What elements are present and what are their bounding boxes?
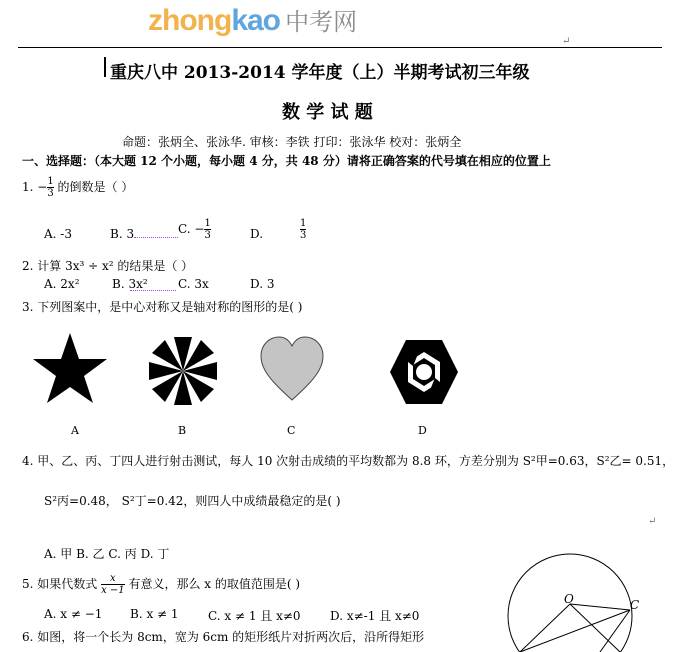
q1-minus: −	[37, 180, 48, 194]
q1-c-num: 1	[204, 218, 211, 229]
q2-option-a: A. 2x²	[44, 277, 80, 291]
q1-option-c	[178, 218, 211, 241]
exam-subtitle: 数 学 试 题	[282, 102, 373, 123]
section-heading: 一、选择题：（本大题 12 个小题，每小题 4 分，共 48 分）请将正确答案的代号填在相应的位置上	[22, 154, 551, 168]
q4-options: A. 甲 B. 乙 C. 丙 D. 丁	[44, 547, 170, 561]
hexagon-figure	[388, 338, 460, 406]
q1-b-underline	[134, 237, 178, 238]
q1-number: 1.	[22, 180, 34, 194]
q2-b-underline	[130, 290, 176, 291]
return-mark-q4: ↵	[648, 516, 657, 527]
figure-label-b: B	[178, 424, 187, 437]
q5-option-b: B. x ≠ 1	[130, 607, 179, 621]
watermark-logo	[148, 2, 357, 38]
star-figure	[30, 330, 110, 408]
credits-line: 命题：张炳全、张泳华. 审核：李铁 打印：张泳华 校对：张炳全	[122, 135, 462, 149]
q1-b-value: 3	[126, 227, 135, 241]
q5-stem-post: 有意义，那么 x 的取值范围是( )	[128, 577, 301, 591]
q1-option-a: A. -3	[44, 227, 72, 241]
question-5	[22, 573, 300, 596]
figure-label-d: D	[418, 424, 427, 437]
q2-option-b: B. 3x²	[112, 277, 148, 291]
question-6: 6. 如图，将一个长为 8cm，宽为 6cm 的矩形纸片对折两次后，沿所得矩形	[22, 630, 425, 644]
q1-b-label: B.	[110, 227, 123, 241]
pinwheel-figure	[146, 334, 220, 408]
q1-option-d-label: D.	[250, 227, 264, 241]
watermark-zhong: zhong	[148, 4, 232, 37]
q2-option-c: C. 3x	[178, 277, 209, 291]
text-cursor	[104, 57, 106, 77]
figure-label-c: C	[287, 424, 296, 437]
q1-d-den: 3	[300, 230, 307, 241]
point-label-c: C	[630, 598, 640, 612]
q1-frac-den: 3	[47, 188, 54, 199]
question-4: 4. 甲、乙、丙、丁四人进行射击测试，每人 10 次射击成绩的平均数都为 8.8 环，方差分别为 S²甲=0.63，S²乙= 0.51，	[22, 454, 675, 468]
q1-c-minus: −	[194, 222, 205, 236]
q1-fraction	[47, 176, 53, 199]
q5-option-d: D. x≠-1 且 x≠0	[330, 609, 420, 623]
question-1	[22, 176, 133, 199]
q1-option-b	[110, 227, 178, 241]
figure-label-a: A	[71, 424, 79, 437]
q5-frac-num: x	[110, 573, 116, 584]
q2-option-d: D. 3	[250, 277, 275, 291]
q1-frac-num: 1	[47, 176, 54, 187]
q1-d-num: 1	[300, 218, 307, 229]
point-label-o: O	[564, 592, 574, 606]
heart-figure	[258, 334, 326, 404]
q1-c-den: 3	[204, 230, 211, 241]
q4-line-2: S²丙=0.48， S²丁=0.42，则四人中成绩最稳定的是( )	[44, 494, 341, 508]
question-3: 3. 下列图案中，是中心对称又是轴对称的图形的是( )	[22, 300, 303, 314]
q5-option-c: C. x ≠ 1 且 x≠0	[208, 609, 301, 623]
q1-c-label: C.	[178, 222, 191, 236]
header-rule	[18, 47, 662, 48]
q5-option-a: A. x ≠ −1	[44, 607, 103, 621]
q1-stem: 的倒数是（ ）	[57, 180, 134, 194]
question-2: 2. 计算 3x³ ÷ x² 的结果是（ ）	[22, 259, 194, 273]
watermark-kao: kao	[231, 4, 281, 37]
exam-title: 重庆八中 2013-2014 学年度（上）半期考试初三年级	[110, 63, 530, 83]
q1-d-fraction	[300, 218, 306, 241]
q1-option-d	[300, 218, 306, 241]
q5-stem-pre: 5. 如果代数式	[22, 577, 98, 591]
q5-frac-den: x −1	[101, 585, 125, 596]
watermark-cn: 中考网	[285, 8, 358, 36]
q5-fraction	[101, 573, 125, 596]
q1-c-fraction	[204, 218, 210, 241]
return-mark: ↵	[562, 36, 571, 47]
